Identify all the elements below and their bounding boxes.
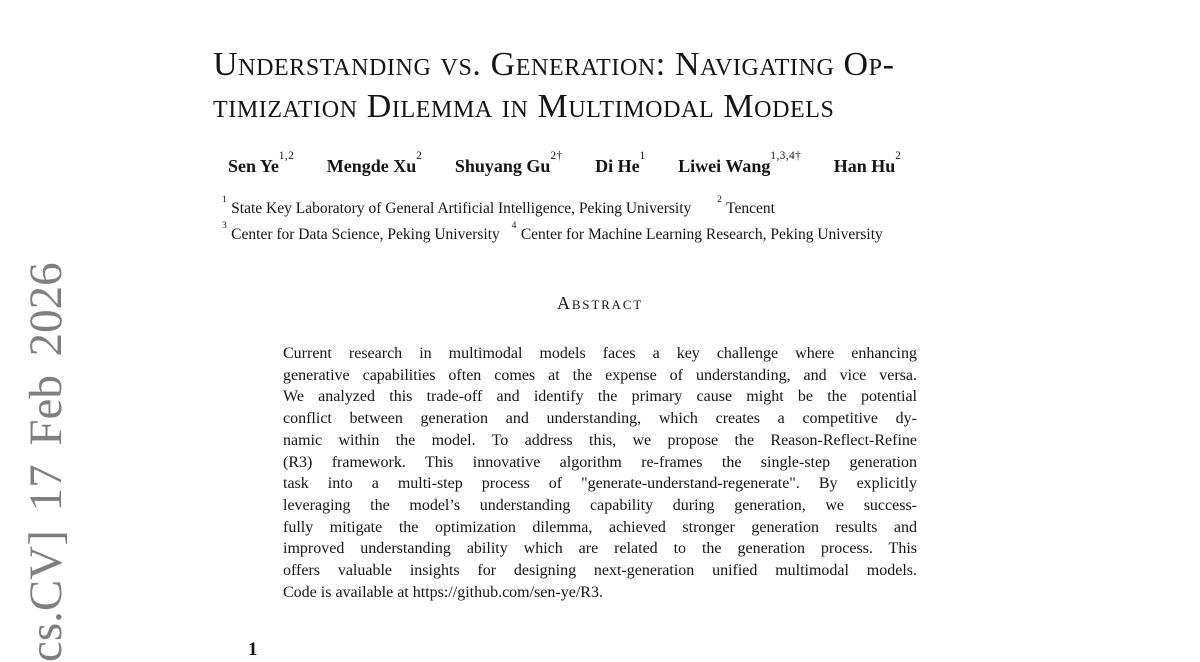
author-affil-marker: 1	[639, 150, 646, 163]
paper-title	[213, 44, 1043, 128]
arxiv-stamp: cs.CV] 17 Feb 2026	[20, 262, 72, 662]
abstract-line: generative capabilities often comes at the expense of understanding, and vice versa.	[283, 366, 917, 384]
affiliation-text: Center for Data Science, Peking University	[231, 226, 500, 244]
affiliation-text: Tencent	[726, 200, 775, 218]
abstract-line: (R3) framework. This innovative algorithm re-frames the single-step generation	[283, 453, 917, 471]
author-name: Mengde Xu	[326, 156, 417, 176]
author	[454, 150, 563, 176]
author-affil-marker: 1,3,4†	[770, 150, 802, 163]
author-affil-marker: 2†	[550, 150, 563, 163]
author-name: Shuyang Gu	[454, 156, 551, 176]
affiliation-list	[222, 194, 1002, 246]
affiliation-text: State Key Laboratory of General Artificial Intelligence, Peking University	[231, 200, 692, 218]
abstract-line: We analyzed this trade-off and identify the primary cause might be the potential	[283, 388, 917, 406]
abstract-line: task into a multi-step process of "generate-understand-regenerate". By explicitly	[283, 475, 917, 493]
affiliation	[222, 194, 692, 218]
author-name: Liwei Wang	[678, 156, 771, 176]
abstract-line: Current research in multimodal models faces a key challenge where enhancing	[283, 345, 917, 362]
affiliation-line-2	[222, 220, 1002, 246]
affiliation-marker: 1	[222, 194, 228, 206]
author-name: Han Hu	[833, 156, 896, 176]
section-heading-clipped: 1	[248, 639, 258, 660]
affiliation-marker: 4	[511, 220, 517, 232]
title-line-2: timization Dilemma in Multimodal Models	[213, 88, 835, 125]
author	[833, 150, 902, 176]
abstract-line: conflict between generation and understanding, which creates a competitive dy-	[283, 410, 917, 428]
author-list	[228, 150, 1008, 177]
abstract-body	[283, 343, 917, 603]
abstract-line-code-link: Code is available at https://github.com/sen-ye/R3.	[283, 583, 603, 601]
affiliation	[511, 220, 883, 244]
affiliation-marker: 3	[222, 220, 228, 232]
author	[326, 150, 423, 176]
author	[678, 150, 802, 176]
affiliation	[222, 220, 500, 244]
abstract-line: leveraging the model’s understanding capability during generation, we success-	[283, 496, 917, 514]
affiliation	[717, 194, 775, 218]
abstract-line: offers valuable insights for designing next-generation unified multimodal models.	[283, 562, 917, 580]
abstract-heading: Abstract	[557, 293, 643, 313]
author-affil-marker: 1,2	[278, 150, 295, 163]
author-name: Di He	[595, 156, 640, 176]
affiliation-text: Center for Machine Learning Research, Peking University	[520, 226, 883, 244]
abstract-line: namic within the model. To address this, we propose the Reason-Reflect-Refine	[283, 431, 917, 449]
author	[228, 150, 295, 176]
abstract-line: improved understanding ability which are related to the generation process. This	[283, 540, 917, 558]
affiliation-line-1	[222, 194, 1002, 220]
abstract-line: fully mitigate the optimization dilemma, achieved stronger generation results and	[283, 518, 917, 536]
affiliation-marker: 2	[717, 194, 723, 206]
author-affil-marker: 2	[416, 150, 423, 163]
author	[595, 150, 646, 176]
title-line-1: Understanding vs. Generation: Navigating Op-	[213, 46, 895, 83]
author-affil-marker: 2	[895, 150, 902, 163]
author-name: Sen Ye	[228, 156, 279, 176]
